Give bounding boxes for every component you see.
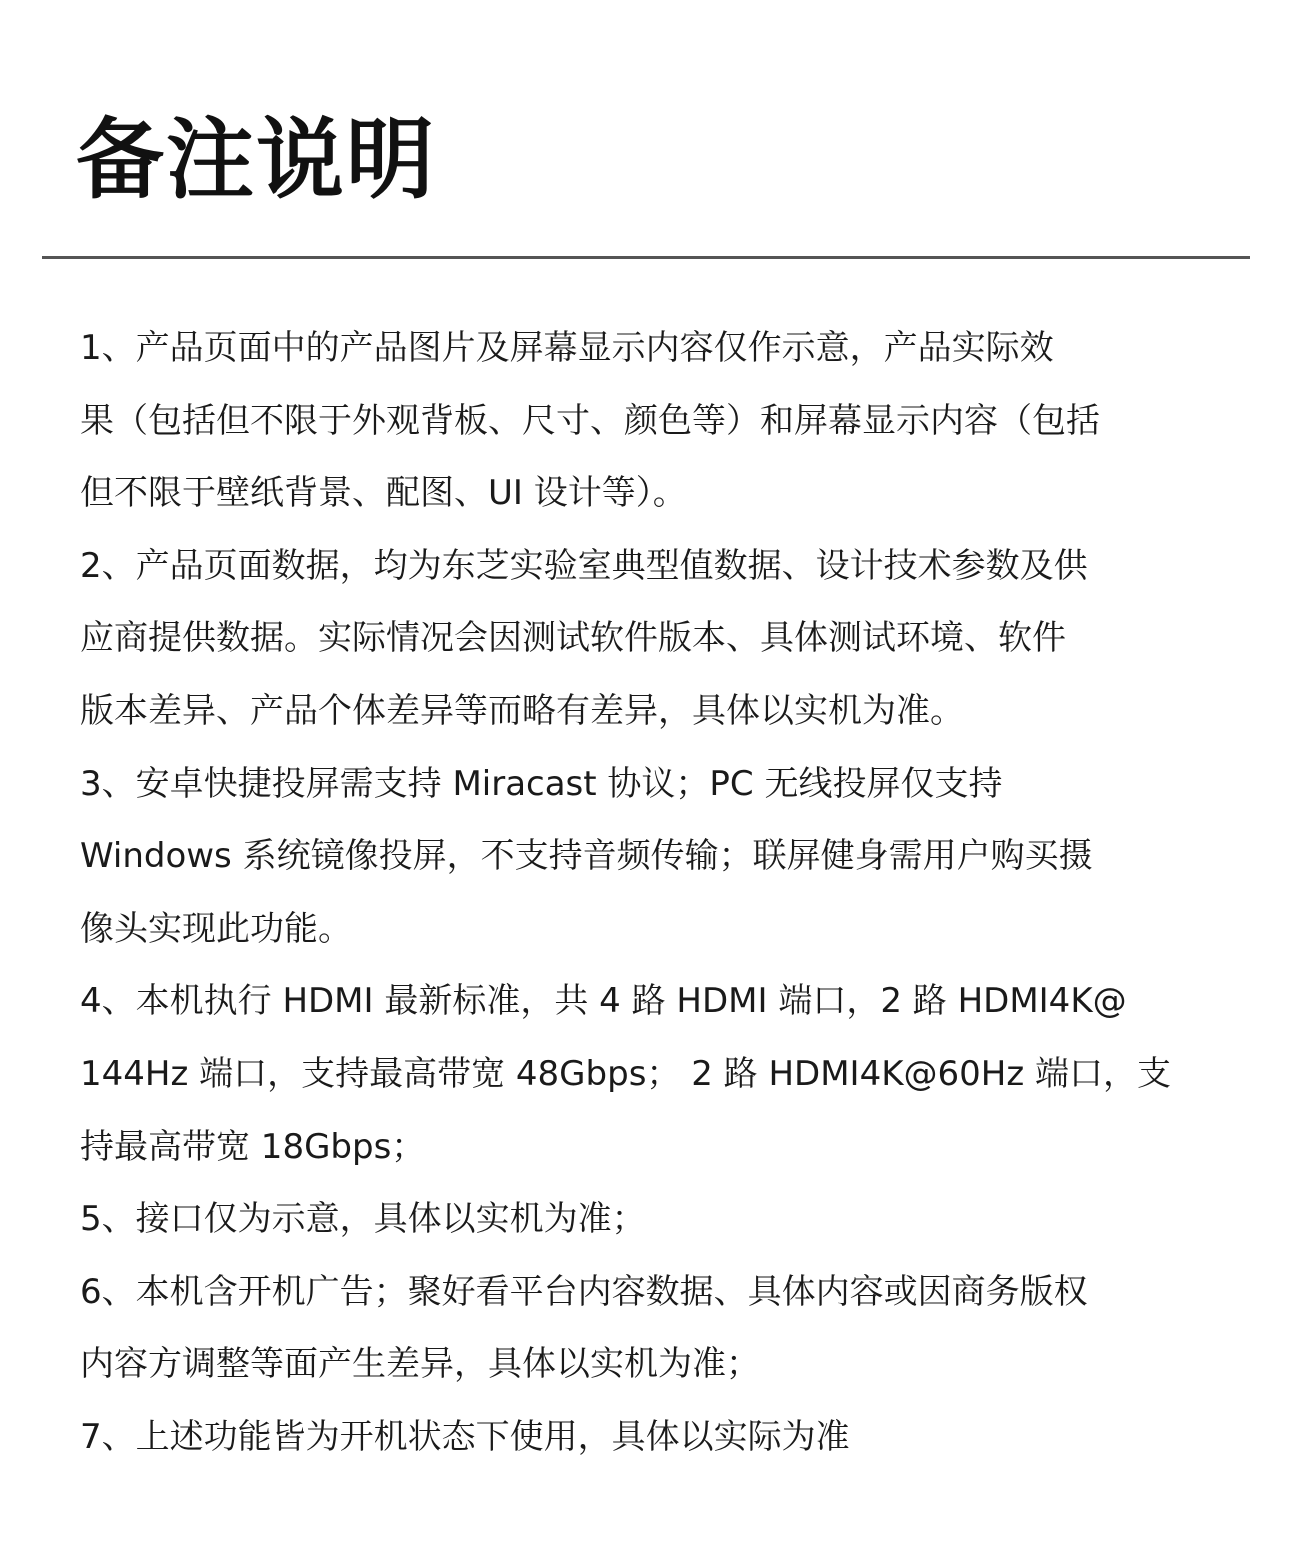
note-line: 像头实现此功能。 xyxy=(80,908,352,949)
note-line: 果（包括但不限于外观背板、尺寸、颜色等）和屏幕显示内容（包括 xyxy=(80,400,1100,441)
note-line: 6、本机含开机广告；聚好看平台内容数据、具体内容或因商务版权 xyxy=(80,1271,1088,1312)
notes-list xyxy=(80,312,1230,1474)
note-item-1 xyxy=(80,312,1230,530)
note-item-5 xyxy=(80,1183,1230,1256)
note-line: 3、安卓快捷投屏需支持 Miracast 协议；PC 无线投屏仅支持 xyxy=(80,763,1003,804)
note-line: 版本差异、产品个体差异等而略有差异，具体以实机为准。 xyxy=(80,690,964,731)
note-line: 1、产品页面中的产品图片及屏幕显示内容仅作示意，产品实际效 xyxy=(80,328,1054,368)
note-item-7 xyxy=(80,1401,1230,1474)
note-item-6 xyxy=(80,1256,1230,1401)
title-divider xyxy=(42,256,1250,259)
note-line: 持最高带宽 18Gbps； xyxy=(80,1126,426,1167)
note-item-2 xyxy=(80,530,1230,748)
page-title: 备注说明 xyxy=(76,108,437,211)
note-line: 但不限于壁纸背景、配图、UI 设计等）。 xyxy=(80,473,687,514)
note-line: 应商提供数据。实际情况会因测试软件版本、具体测试环境、软件 xyxy=(80,618,1066,659)
note-line: 144Hz 端口，支持最高带宽 48Gbps； 2 路 HDMI4K@60Hz 端口，支 xyxy=(80,1053,1171,1094)
note-line: 内容方调整等面产生差异，具体以实机为准； xyxy=(80,1344,760,1385)
note-line: 4、本机执行 HDMI 最新标准，共 4 路 HDMI 端口，2 路 HDMI4K@ xyxy=(80,981,1127,1022)
note-line: 5、接口仅为示意，具体以实机为准； xyxy=(80,1199,646,1240)
note-line: 7、上述功能皆为开机状态下使用，具体以实际为准 xyxy=(80,1416,850,1457)
note-item-4 xyxy=(80,965,1230,1183)
note-line: 2、产品页面数据，均为东芝实验室典型值数据、设计技术参数及供 xyxy=(80,545,1088,586)
note-item-3 xyxy=(80,748,1230,966)
note-line: Windows 系统镜像投屏，不支持音频传输；联屏健身需用户购买摄 xyxy=(80,836,1093,877)
